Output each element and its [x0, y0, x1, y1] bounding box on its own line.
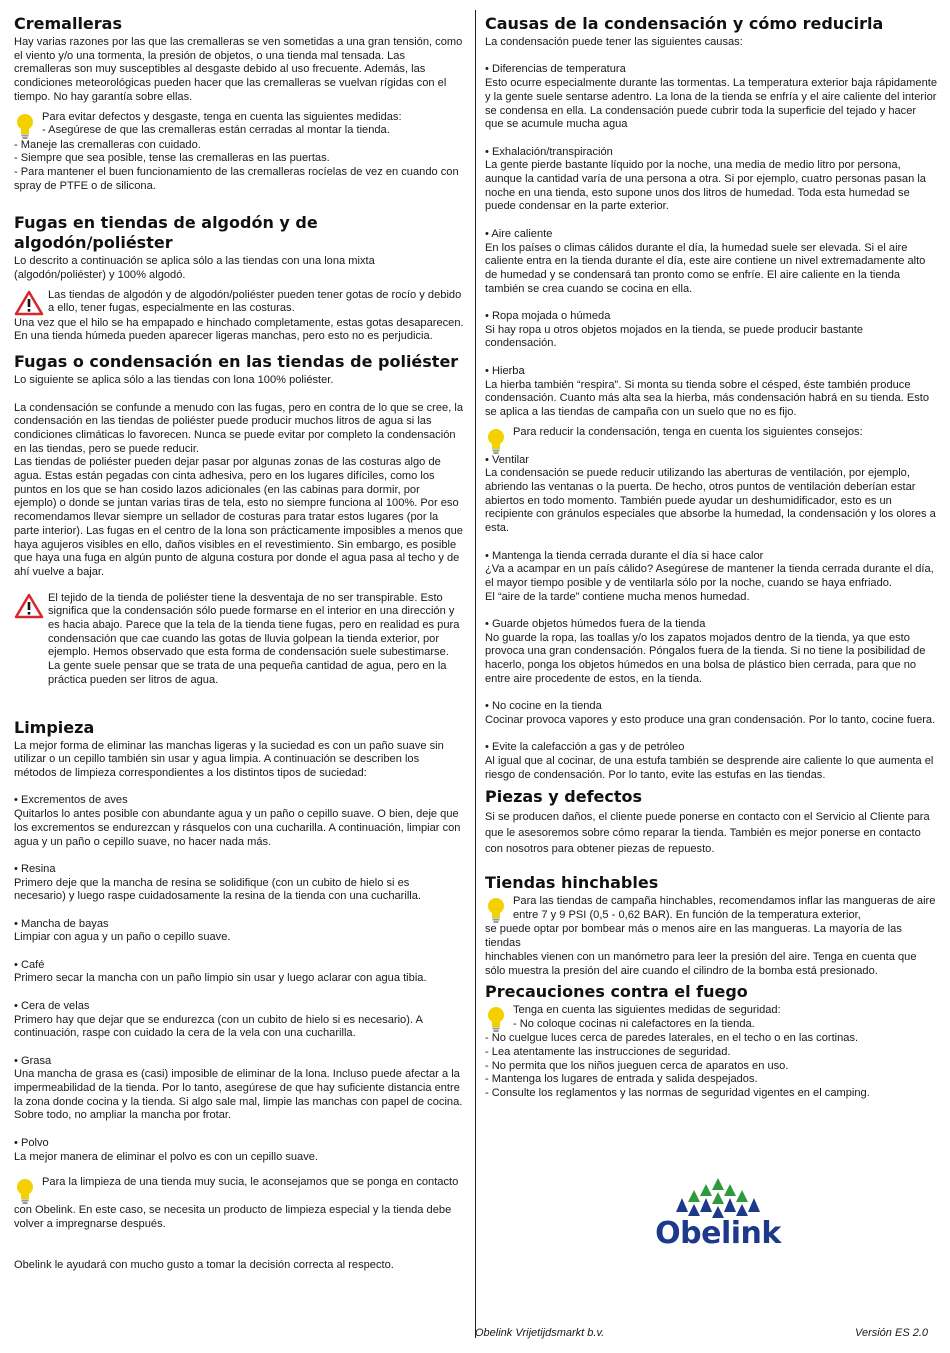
lightbulb-icon	[485, 427, 507, 455]
cleaning-closing: Obelink le ayudará con mucho gusto a tomar la decisión correcta al respecto.	[14, 1259, 394, 1272]
cleaning-item	[14, 918, 464, 945]
advice-body: ¿Va a acampar en un país cálido? Asegúrese de mantener la tienda cerrada durante el día, el mayor tiempo posible y de ventilarla sólo por la noche, cuando se haya enfriado.	[485, 563, 934, 589]
cleaning-item-body: Primero hay que dejar que se endurezca (con un cubito de hielo si es necesario). A continuación, raspe con cuidado la cera de la vela con una cucharilla.	[14, 1013, 423, 1040]
cleaning-item	[14, 794, 464, 849]
cleaning-item-head: • Café	[14, 958, 45, 971]
cotton-title: Fugas en tiendas de algodón y de algodón/poliéster	[14, 213, 318, 253]
advice-item	[485, 618, 937, 687]
list-item: - Maneje las cremalleras con cuidado.	[14, 138, 201, 151]
footer-version: Versión ES 2.0	[855, 1327, 928, 1339]
cleaning-item-head: • Polvo	[14, 1136, 49, 1149]
warning-triangle-icon	[14, 593, 44, 619]
list-item: - Lea atentamente las instrucciones de seguridad.	[485, 1045, 731, 1058]
cause-body: La gente pierde bastante líquido por la noche, una media de medio litro por persona, aunque la cantidad varía de una persona a otra. Si por ejemplo, cuatro personas pasan la noche en una tienda, esto supone unos dos litros de humedad. Toda esta humedad se puede condensar en la parte exterior.	[485, 159, 926, 213]
fire-list	[485, 1032, 937, 1101]
fire-title: Precauciones contra el fuego	[485, 982, 748, 1002]
cleaning-item	[14, 1137, 464, 1164]
fire-section	[485, 982, 937, 1101]
cause-item	[485, 146, 937, 215]
right-column	[485, 14, 937, 1101]
cleaning-item-body: Primero deje que la mancha de resina se solidifique (con un cubito de hielo si es necesario) y luego raspe cuidadosamente la resina de la tienda con una cucharilla.	[14, 876, 422, 903]
polyester-warning	[14, 592, 464, 688]
lightbulb-icon	[485, 896, 507, 924]
cotton-after: Una vez que el hilo se ha empapado e hinchado completamente, estas gotas desaparecen. En una tienda húmeda pueden aparecer ligeras manchas, pero esto no es perjudicia.	[14, 316, 464, 343]
polyester-warning-text: El tejido de la tienda de poliéster tiene la desventaja de no ser transpirable. Esto significa que la condensación sólo puede formarse en el interior en una dirección y es hacia abajo. Parece que la tela de la tienda tiene fugas, pero en realidad es pura condensación que cae cuando las gotas de lluvia golpean la tienda exterior, por ejemplo. Hemos observado que esta forma de condensación suele subestimarse. La gente suele pensar que se trata de una pequeña cantidad de agua, pero en la práctica pueden ser litros de agua.	[48, 591, 460, 686]
advice-item	[485, 700, 937, 727]
cause-item	[485, 310, 937, 351]
cause-item	[485, 365, 937, 420]
condensation-intro: La condensación puede tener las siguientes causas:	[485, 36, 743, 48]
fire-tip-first: - No coloque cocinas ni calefactores en la tienda.	[513, 1017, 755, 1030]
cause-head: • Ropa mojada o húmeda	[485, 310, 611, 322]
inflatable-section	[485, 873, 937, 978]
cleaning-item-head: • Mancha de bayas	[14, 917, 109, 930]
warning-triangle-icon	[14, 290, 44, 316]
advice-item	[485, 454, 937, 536]
polyester-para1: La condensación se confunde a menudo con las fugas, pero en contra de lo que se cree, la condensación en las tiendas de poliéster puede producir muchos litros de agua si las condiciones climáticas lo favorecen. Nunca se puede evitar por completo la condensación en las tiendas, pero se puede reducir.	[14, 401, 463, 455]
zippers-tip-first: - Asegúrese de que las cremalleras están cerradas al montar la tienda.	[42, 124, 390, 137]
inflatable-title: Tiendas hinchables	[485, 873, 659, 893]
left-column	[14, 14, 464, 1273]
advice-body: Al igual que al cocinar, de una estufa también se desprende aire caliente lo que aumenta el riesgo de condensación. Por lo tanto, evite las estufas en las tiendas.	[485, 755, 934, 781]
cleaning-tip-cont: con Obelink. En este caso, se necesita un producto de limpieza especial y la tienda debe volver a impregnarse después.	[14, 1204, 452, 1230]
condensation-tip	[485, 426, 937, 454]
cleaning-item	[14, 1000, 464, 1041]
parts-title: Piezas y defectos	[485, 787, 643, 807]
zippers-section	[14, 14, 464, 193]
cause-head: • Diferencias de temperatura	[485, 63, 626, 76]
inflatable-tip	[485, 895, 937, 923]
cleaning-tip	[14, 1176, 464, 1204]
zippers-tip	[14, 111, 464, 139]
cleaning-text: La mejor forma de eliminar las manchas ligeras y la suciedad es con un paño suave sin utilizar o un cepillo también sin usar y agua limpia. A continuación se describen los métodos de limpieza correspondientes a los distintos tipos de suciedad:	[14, 739, 444, 779]
advice-item	[485, 550, 937, 605]
advice-head: • No cocine en la tienda	[485, 700, 602, 713]
cleaning-tip-text: Para la limpieza de una tienda muy sucia, le aconsejamos que se ponga en contacto	[42, 1176, 459, 1189]
cause-body: Si hay ropa u otros objetos mojados en la tienda, se puede producir bastante condensación.	[485, 323, 864, 350]
cleaning-item-body: Limpiar con agua y un paño o cepillo suave.	[14, 931, 231, 944]
cleaning-item-body: Primero secar la mancha con un paño limpio sin usar y luego aclarar con agua tibia.	[14, 972, 427, 985]
fire-tip	[485, 1004, 937, 1032]
cleaning-item-head: • Grasa	[14, 1054, 52, 1067]
cause-item	[485, 63, 937, 132]
cotton-text: Lo descrito a continuación se aplica sólo a las tiendas con una lona mixta (algodón/poliéster) y 100% algodó.	[14, 255, 375, 282]
cleaning-section	[14, 718, 464, 1273]
cotton-warning	[14, 289, 464, 317]
list-item: - No cuelgue luces cerca de paredes laterales, en el techo o en las cortinas.	[485, 1032, 859, 1045]
column-divider	[475, 10, 476, 1338]
cause-head: • Aire caliente	[485, 227, 553, 240]
cleaning-item-head: • Resina	[14, 862, 56, 875]
zippers-list	[14, 139, 464, 194]
advice-head: • Evite la calefacción a gas y de petróleo	[485, 741, 685, 754]
cleaning-item-head: • Cera de velas	[14, 999, 90, 1012]
cause-item	[485, 228, 937, 297]
advice-extra: El “aire de la tarde” contiene mucha menos humedad.	[485, 590, 750, 603]
logo-mountains-icon	[640, 1176, 796, 1218]
cause-head: • Exhalación/transpiración	[485, 145, 613, 158]
condensation-tip-text: Para reducir la condensación, tenga en cuenta los siguientes consejos:	[513, 425, 863, 438]
cause-body: En los países o climas cálidos durante el día, la humedad suele ser elevada. Si el aire caliente entra en la tienda durante el día, este aire contiene un nivel extremadamente alto de humedad y se condensará tan pronto como se enfríe. El aire caliente en la tienda también se crea cuando se cocina en ella.	[485, 241, 926, 295]
cleaning-title: Limpieza	[14, 717, 95, 737]
zippers-title: Cremalleras	[14, 14, 122, 33]
advice-body: La condensación se puede reducir utilizando las aberturas de ventilación, por ejemplo, abriendo las ventanas o la puerta. De hecho, otros puntos de ventilación deberían estar abiertos en todo momento. También puede ayudar un deshumidificador, esto es un recipiente con gránulos especiales que absorbe la humedad, la condensación y los olores a esta.	[485, 467, 936, 535]
list-item: - Mantenga los lugares de entrada y salida despejados.	[485, 1073, 758, 1086]
list-item: - Consulte los reglamentos y las normas de seguridad vigentes en el camping.	[485, 1087, 870, 1100]
lightbulb-icon	[14, 112, 36, 140]
advice-item	[485, 741, 937, 782]
condensation-section	[485, 14, 937, 782]
cleaning-item-body: Una mancha de grasa es (casi) imposible de eliminar de la lona. Incluso puede afectar a la impermeabilidad de la tienda. Por lo tanto, asegúrese de que hay suficiente distancia entre la zona donde cocina y la tienda. Si algo sale mal, limpie las manchas con papel de cocina. Sobre todo, no ampliar la mancha por frotar.	[14, 1068, 463, 1122]
polyester-text: Lo siguiente se aplica sólo a las tiendas con lona 100% poliéster.	[14, 374, 334, 387]
advice-head: • Ventilar	[485, 453, 529, 466]
list-item: - Para mantener el buen funcionamiento de las cremalleras rocíelas de vez en cuando con spray de PTFE o de silicona.	[14, 165, 459, 192]
cleaning-item-head: • Excrementos de aves	[14, 794, 128, 807]
cleaning-item	[14, 863, 464, 904]
advice-body: No guarde la ropa, las toallas y/o los zapatos mojados dentro de la tienda, ya que esto provoca una gran condensación. Póngalos fuera de la tienda. Si no tiene la posibilidad de hacerlo, ponga los objetos húmedos en una bolsa de plástico bien cerrada, para que no entre aire procedente de estos, en la tienda.	[485, 631, 926, 685]
obelink-logo	[640, 1176, 796, 1256]
cause-body: Esto ocurre especialmente durante las tormentas. La temperatura exterior baja rápidamente y la gente suele sentarse adentro. La lona de la tienda se enfría y el aire caliente del interior se condensa en ella. La condensación puede cubrir toda la superficie del tejado y hacer que se acumule mucha agua	[485, 77, 938, 131]
cotton-section	[14, 213, 464, 344]
logo-wordmark: Obelink	[655, 1216, 781, 1251]
zippers-tip-intro: Para evitar defectos y desgaste, tenga en cuenta las siguientes medidas:	[42, 110, 402, 123]
cause-head: • Hierba	[485, 364, 525, 377]
advice-body: Cocinar provoca vapores y esto produce una gran condensación. Por lo tanto, cocine fuera.	[485, 713, 936, 726]
inflatable-tip-text: Para las tiendas de campaña hinchables, recomendamos inflar las mangueras de aire entre 7 y 9 PSI (0,5 - 0,62 BAR). En función de la temperatura exterior,	[513, 895, 936, 922]
polyester-title: Fugas o condensación en las tiendas de poliéster	[14, 352, 459, 372]
cleaning-item	[14, 1055, 464, 1124]
advice-head: • Mantenga la tienda cerrada durante el día si hace calor	[485, 549, 764, 562]
cleaning-item-body: La mejor manera de eliminar el polvo es con un cepillo suave.	[14, 1150, 319, 1163]
cleaning-item	[14, 959, 464, 986]
zippers-text: Hay varias razones por las que las cremalleras se ven sometidas a una gran tensión, como el viento y/o una tormenta, la presión de objetos, o una tienda mal tensada. Las cremalleras son muy susceptibles al desgaste debido al uso frecuente. Además, las condiciones meteorológicas pueden hacer que las cremalleras se vuelvan rígidas con el tiempo. No hay garantía sobre ellas.	[14, 36, 463, 103]
list-item: - No permita que los niños jueguen cerca de aparatos en uso.	[485, 1059, 789, 1072]
advice-head: • Guarde objetos húmedos fuera de la tienda	[485, 618, 706, 631]
fire-tip-text: Tenga en cuenta las siguientes medidas de seguridad:	[513, 1004, 781, 1017]
parts-text: Si se producen daños, el cliente puede ponerse en contacto con el Servicio al Cliente para que le asesoremos sobre cómo reparar la tienda. También es mejor ponerse en contacto con nosotros para obtener piezas de repuesto.	[485, 811, 930, 856]
inflatable-cont2: hinchables vienen con un manómetro para leer la presión del aire. Tenga en cuenta que sólo muestra la presión del aire cuando el cilindro de la bomba está presionado.	[485, 950, 917, 977]
lightbulb-icon	[14, 1177, 36, 1205]
polyester-para2: Las tiendas de poliéster pueden dejar pasar por algunas zonas de las costuras algo de agua. Estas están pegadas con cinta adhesiva, pero en los lugares difíciles, como los puntos en los que se han cosido lazos adicionales (en las cabinas para dormir, por ejemplo) o donde se juntan varias tiras de tela, esto no siempre funciona al 100%. Por eso recomendamos llevar siempre un sellador de costuras para tratar estos lugares (por la parte interior). Las fugas en el centro de la lona son prácticamente imposibles a menos que haya agujeros visibles en ello, daños visibles en el revestimiento. Sin embargo, es posible que haya una fuga en algún punto de alguna costura por donde el agua pasa al techo y de ahí vuelve a bajar.	[14, 456, 463, 578]
parts-section	[485, 787, 937, 857]
cause-body: La hierba también “respira”. Si monta su tienda sobre el césped, éste también produce condensación. Cuanto más alta sea la hierba, más condensación habrá en su tienda. Esto se aplica a las tiendas de campaña con un suelo que no es fijo.	[485, 378, 930, 418]
condensation-title: Causas de la condensación y cómo reducirla	[485, 14, 884, 33]
footer-company: Obelink Vrijetijdsmarkt b.v.	[475, 1327, 605, 1339]
list-item: - Siempre que sea posible, tense las cremalleras en las puertas.	[14, 152, 330, 165]
inflatable-cont1: se puede optar por bombear más o menos aire en las mangueras. La mayoría de las tiendas	[485, 923, 902, 950]
polyester-section	[14, 352, 464, 687]
lightbulb-icon	[485, 1005, 507, 1033]
cleaning-item-body: Quitarlos lo antes posible con abundante agua y un paño o cepillo suave. O bien, deje que los excrementos se endurezcan y rásquelos con una cucharilla. A continuación, limpiar con agua y un paño o cepillo suave, no hacer nada más.	[14, 808, 461, 848]
cotton-warning-text: Las tiendas de algodón y de algodón/poliéster pueden tener gotas de rocío y debido a ello, tener fugas, especialmente en las costuras.	[48, 288, 462, 315]
